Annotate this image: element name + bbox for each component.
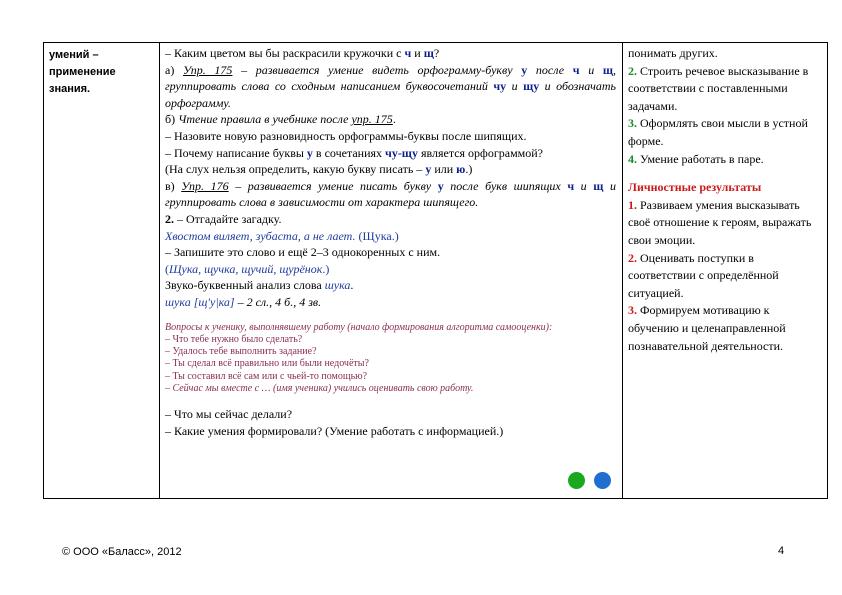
personal-item-1: 1. Развиваем умения высказывать своё отношение к героям, выражать свои эмоции. — [628, 197, 812, 247]
answer-ear: (На слух нельзя определить, какую букву писать – у или ю.) — [165, 162, 473, 177]
stage-label-2: применение — [49, 66, 116, 78]
personal-item-2: 2. Оценивать поступки в соответствии с определённой ситуацией. — [628, 250, 779, 300]
question-write: – Запишите это слово и ещё 2–3 однокоренных с ним. — [165, 245, 441, 260]
sound-analysis: Звуко-буквенный анализ слова шука. — [165, 278, 354, 293]
question-what: – Что мы сейчас делали? — [165, 407, 293, 422]
self-assessment-q1: – Что тебе нужно было сделать? — [165, 333, 303, 345]
copyright: © ООО «Баласс», 2012 — [62, 546, 182, 558]
exercise-b: б) Чтение правила в учебнике после упр. 175. — [165, 112, 396, 127]
word-list: (Щука, щучка, щучий, щурёнок.) — [165, 261, 330, 276]
exercise-v: в) Упр. 176 – развивается умение писать букву у после букв шипящих ч и щ и группировать слова в зависимости от характера шипящего. — [165, 178, 617, 210]
activity-column — [160, 43, 623, 498]
personal-results-title: Личностные результаты — [628, 180, 762, 195]
self-assessment-q4: – Ты составил всё сам или с чьей-то помощью? — [165, 370, 368, 382]
question-name: – Назовите новую разновидность орфограммы-буквы после шипящих. — [165, 128, 527, 143]
stage-column — [44, 43, 160, 498]
results-continued: понимать других. — [628, 46, 718, 60]
question-circles: – Каким цветом вы бы раскрасили кружочки с ч и щ? — [165, 46, 440, 60]
riddle: Хвостом виляет, зубаста, а не лает. (Щука.) — [165, 228, 399, 243]
exercise-a: а) Упр. 175 – развивается умение видеть орфограмму-букву у после ч и щ, группировать слова со сходным написанием буквосочетаний чу и щу и обозначать орфограмму. — [165, 62, 617, 110]
blue-circle-icon — [594, 472, 611, 489]
self-assessment-intro: Вопросы к ученику, выполнявшему работу (начало формирования алгоритма самооценки): — [165, 321, 553, 333]
stage-label-3: знания. — [49, 83, 91, 95]
result-item-3: 3. Оформлять свои мысли в устной форме. — [628, 116, 808, 148]
question-why: – Почему написание буквы у в сочетаниях чу-щу является орфограммой? — [165, 145, 544, 160]
self-assessment-q5: – Сейчас мы вместе с … (имя ученика) учились оценивать свою работу. — [165, 382, 474, 394]
stage-label-1: умений – — [49, 49, 99, 61]
page-number: 4 — [778, 545, 785, 557]
results-column — [623, 43, 827, 498]
green-circle-icon — [568, 472, 585, 489]
self-assessment-q2: – Удалось тебе выполнить задание? — [165, 346, 317, 358]
result-item-4: 4. Умение работать в паре. — [628, 151, 764, 166]
step-2: 2. – Отгадайте загадку. — [165, 211, 282, 226]
result-item-2: 2. Строить речевое высказывание в соответствии с поставленными задачами. — [628, 63, 809, 113]
self-assessment-q3: – Ты сделал всё правильно или были недочёты? — [165, 358, 369, 370]
question-skills: – Какие умения формировали? (Умение работать с информацией.) — [165, 423, 504, 438]
lesson-table — [43, 42, 828, 499]
transcription: шука [щ'у|ка] – 2 сл., 4 б., 4 зв. — [165, 294, 322, 309]
personal-item-3: 3. Формируем мотивацию к обучению и целенаправленной познавательной деятельности. — [628, 303, 786, 353]
